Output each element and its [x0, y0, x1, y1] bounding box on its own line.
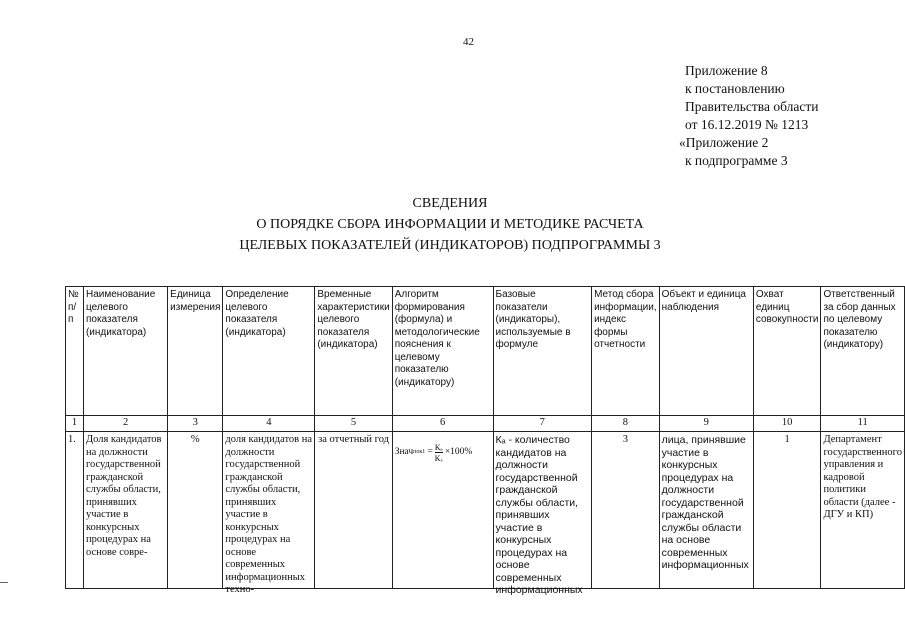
column-number: 6 [392, 416, 493, 432]
formula-cell [392, 432, 493, 589]
unit: % [168, 432, 223, 589]
responsible: Департамент государственного управления и кадровой политики области (далее - ДГУ и КП) [821, 432, 905, 589]
column-header: Ответственный за сбор данных по целевому показателю (индикатору) [821, 287, 905, 416]
column-number: 4 [223, 416, 315, 432]
observation-object: лица, принявшие участие в конкурсных процедурах на должности государственной гражданской службы области на основе современных информационных [659, 432, 753, 589]
formula-rhs: ×100% [444, 447, 473, 458]
column-number: 10 [753, 416, 821, 432]
formula-numerator: Кₐ [434, 442, 443, 452]
table-row [66, 432, 905, 589]
collection-method: 3 [592, 432, 660, 589]
column-header: Объект и единица наблюдения [659, 287, 753, 416]
formula-lhs: Знач [394, 447, 414, 458]
formula-denominator: Кₓ [434, 453, 443, 463]
time-characteristics: за отчетный год [315, 432, 392, 589]
title-line: ЦЕЛЕВЫХ ПОКАЗАТЕЛЕЙ (ИНДИКАТОРОВ) ПОДПРОГРАММЫ 3 [239, 238, 661, 253]
column-header: Охват единиц совокупности [753, 287, 821, 416]
column-number: 2 [83, 416, 167, 432]
page-number: 42 [463, 36, 474, 48]
document-title [180, 193, 720, 256]
appendix-note [679, 62, 819, 170]
indicators-table [65, 286, 905, 596]
appendix-line: «Приложение 2 [679, 135, 769, 150]
column-number: 11 [821, 416, 905, 432]
formula-subscript: пок1 [413, 449, 426, 456]
column-header: Наименование целевого показателя (индикатора) [83, 287, 167, 416]
column-number: 5 [315, 416, 392, 432]
column-number: 7 [493, 416, 592, 432]
column-header: Базовые показатели (индикаторы), используемые в формуле [493, 287, 592, 416]
scan-edge-mark [0, 582, 8, 583]
header-row [66, 287, 905, 416]
indicator-definition: доля кандидатов на должности государственной гражданской службы области, принявших участие в конкурсных процедурах на основе современных информационных техно- [223, 432, 315, 589]
appendix-line: от 16.12.2019 № 1213 [685, 117, 809, 132]
column-header: Определение целевого показателя (индикатора) [223, 287, 315, 416]
title-line: О ПОРЯДКЕ СБОРА ИНФОРМАЦИИ И МЕТОДИКЕ РАСЧЕТА [256, 217, 644, 232]
column-number: 3 [168, 416, 223, 432]
appendix-line: к подпрограмме 3 [685, 153, 788, 168]
appendix-line: Приложение 8 [685, 63, 768, 78]
column-number: 8 [592, 416, 660, 432]
formula: Знач пок1 = $\frac{\text{Кₐ}}{\text{Кₓ}}$ ×100% [394, 442, 473, 463]
column-header: Единица измерения [168, 287, 223, 416]
indicator-name: Доля кандидатов на должности государственной гражданской службы области, принявших участие в конкурсных процедурах на основе совре- [83, 432, 167, 589]
column-number: 9 [659, 416, 753, 432]
column-header: № п/п [66, 287, 84, 416]
column-number-row [66, 416, 905, 432]
column-header: Временные характеристики целевого показателя (индикатора) [315, 287, 392, 416]
column-number: 1 [66, 416, 84, 432]
column-header: Алгоритм формирования (формула) и методологические пояснения к целевому показателю (индикатору) [392, 287, 493, 416]
formula-fraction [435, 442, 443, 463]
appendix-line: к постановлению [685, 81, 785, 96]
column-header: Метод сбора информации, индекс формы отчетности [592, 287, 660, 416]
row-number: 1. [66, 432, 84, 589]
base-indicators: Кₐ - количество кандидатов на должности государственной гражданской службы области, принявших участие в конкурсных процедурах на основе современных информационных [493, 432, 592, 589]
title-line: СВЕДЕНИЯ [412, 196, 488, 211]
appendix-line: Правительства области [685, 99, 819, 114]
coverage: 1 [753, 432, 821, 589]
